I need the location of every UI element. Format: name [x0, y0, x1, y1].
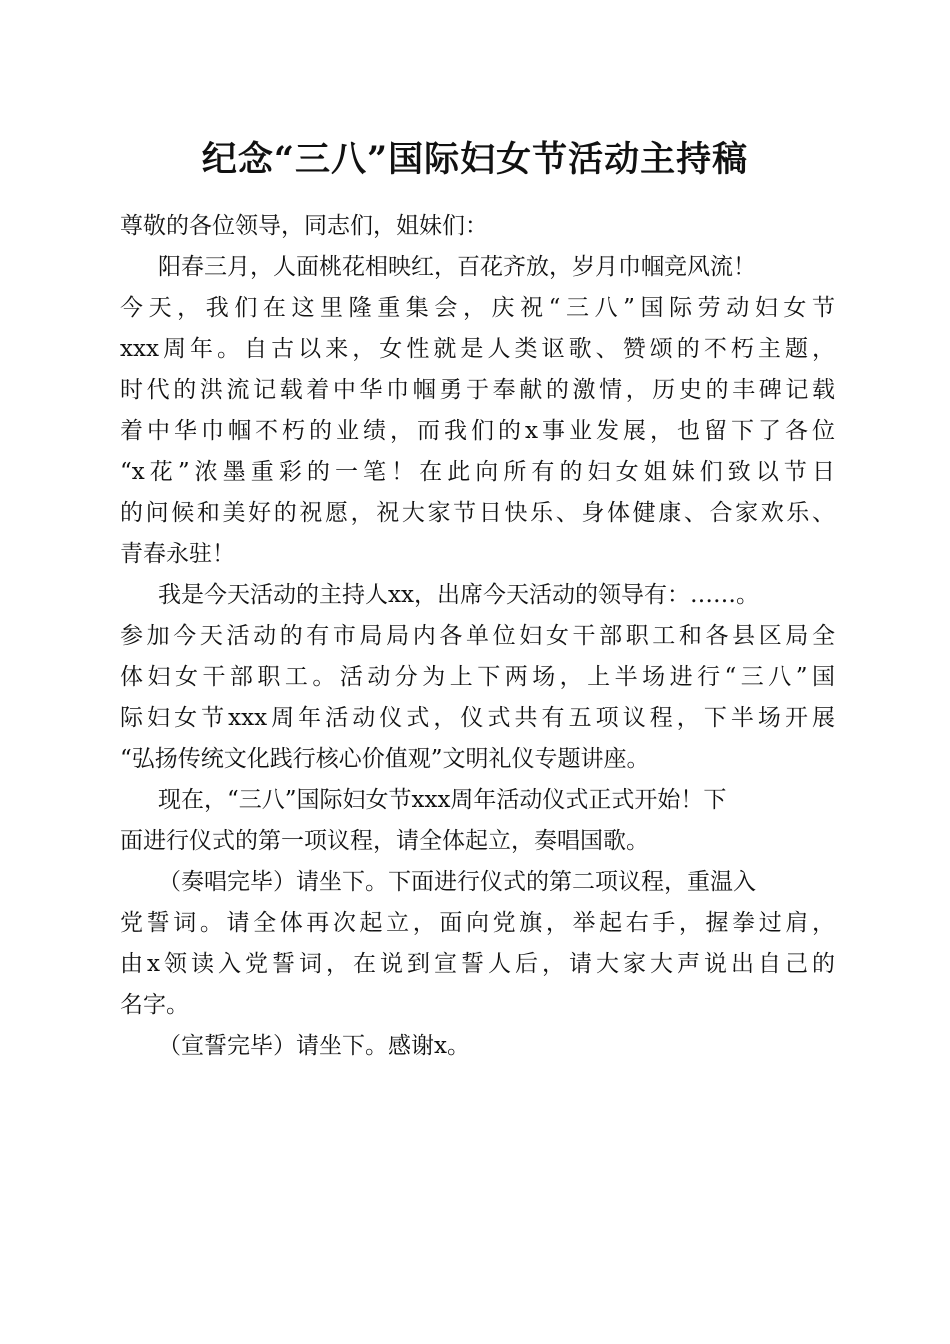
paragraph-1-line-5: 着中华巾帼不朽的业绩，而我们的x事业发展，也留下了各位	[120, 418, 835, 444]
paragraph-1-line-1: 阳春三月，人面桃花相映红，百花齐放，岁月巾帼竞风流！	[158, 254, 756, 280]
document-body	[120, 206, 835, 1067]
paragraph-3-line-1: 现在，“三八”国际妇女节xxx周年活动仪式正式开始！下	[158, 787, 727, 813]
paragraph-1-line-4: 时代的洪流记载着中华巾帼勇于奉献的激情，历史的丰碑记载	[120, 377, 835, 403]
paragraph-1-line-8: 青春永驻！	[120, 541, 235, 567]
paragraph-4-line-1: （奏唱完毕）请坐下。下面进行仪式的第二项议程，重温入	[158, 869, 756, 895]
paragraph-2-line-5: “弘扬传统文化践行核心价值观”文明礼仪专题讲座。	[120, 746, 650, 772]
paragraph-2-line-4: 际妇女节xxx周年活动仪式，仪式共有五项议程，下半场开展	[120, 705, 835, 731]
paragraph-1-line-7: 的问候和美好的祝愿，祝大家节日快乐、身体健康、合家欢乐、	[120, 500, 835, 526]
paragraph-5-line-1: （宣誓完毕）请坐下。感谢x。	[158, 1033, 470, 1059]
paragraph-1-line-6: “x花”浓墨重彩的一笔！在此向所有的妇女姐妹们致以节日	[120, 459, 835, 485]
paragraph-2-line-2: 参加今天活动的有市局局内各单位妇女干部职工和各县区局全	[120, 623, 835, 649]
paragraph-4-line-3: 由x领读入党誓词，在说到宣誓人后，请大家大声说出自己的	[120, 951, 835, 977]
paragraph-2-line-1: 我是今天活动的主持人xx，出席今天活动的领导有：……。	[158, 582, 759, 608]
paragraph-2-line-3: 体妇女干部职工。活动分为上下两场，上半场进行“三八”国	[120, 664, 835, 690]
paragraph-4-line-4: 名字。	[120, 992, 189, 1018]
paragraph-4-line-2: 党誓词。请全体再次起立，面向党旗，举起右手，握拳过肩，	[120, 910, 835, 936]
salutation-line: 尊敬的各位领导，同志们，姐妹们：	[120, 213, 488, 239]
paragraph-1-line-2: 今天，我们在这里隆重集会，庆祝“三八”国际劳动妇女节	[120, 295, 835, 321]
paragraph-1-line-3: xxx周年。自古以来，女性就是人类讴歌、赞颂的不朽主题，	[120, 336, 835, 362]
document-title: 纪念“三八”国际妇女节活动主持稿	[201, 139, 749, 180]
paragraph-3-line-2: 面进行仪式的第一项议程，请全体起立，奏唱国歌。	[120, 828, 649, 854]
